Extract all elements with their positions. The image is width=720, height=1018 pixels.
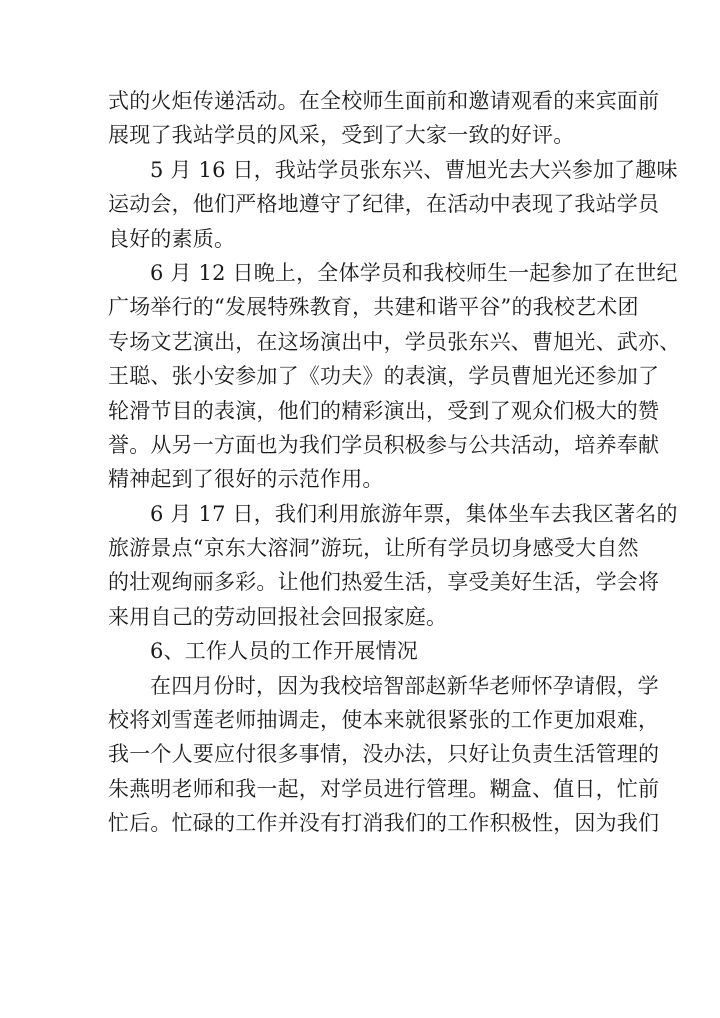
text-line: 旅游景点“京东大溶洞”游玩，让所有学员切身感受大自然: [108, 536, 639, 561]
text-line: 6、工作人员的工作开展情况: [150, 639, 418, 664]
text-line: 王聪、张小安参加了《功夫》的表演，学员曹旭光还参加了: [108, 364, 660, 389]
text-line: 的壮观绚丽多彩。让他们热爱生活，享受美好生活，学会将: [108, 570, 660, 595]
text-line: 在四月份时，因为我校培智部赵新华老师怀孕请假，学: [150, 673, 659, 698]
text-line: 专场文艺演出，在这场演出中，学员张东兴、曹旭光、武亦、: [108, 329, 681, 354]
text-line: 忙后。忙碌的工作并没有打消我们的工作积极性，因为我们: [108, 811, 660, 836]
text-line: 5 月 16 日，我站学员张东兴、曹旭光去大兴参加了趣味: [150, 157, 678, 182]
text-line: 展现了我站学员的风采，受到了大家一致的好评。: [108, 123, 575, 148]
text-line: 6 月 12 日晚上，全体学员和我校师生一起参加了在世纪: [150, 260, 678, 285]
text-line: 朱燕明老师和我一起，对学员进行管理。糊盒、值日，忙前: [108, 776, 660, 801]
text-line: 广场举行的“发展特殊教育，共建和谐平谷”的我校艺术团: [108, 295, 639, 320]
text-line: 校将刘雪莲老师抽调走，使本来就很紧张的工作更加艰难，: [108, 708, 660, 733]
text-line: 我一个人要应付很多事情，没办法，只好让负责生活管理的: [108, 742, 660, 767]
text-line: 誉。从另一方面也为我们学员积极参与公共活动，培养奉献: [108, 432, 660, 457]
document-body: [108, 84, 681, 841]
text-line: 6 月 17 日，我们利用旅游年票，集体坐车去我区著名的: [150, 501, 678, 526]
text-line: 轮滑节目的表演，他们的精彩演出，受到了观众们极大的赞: [108, 398, 660, 423]
text-line: 运动会，他们严格地遵守了纪律，在活动中表现了我站学员: [108, 192, 660, 217]
text-line: 精神起到了很好的示范作用。: [108, 467, 384, 492]
text-line: 良好的素质。: [108, 226, 236, 251]
text-line: 式的火炬传递活动。在全校师生面前和邀请观看的来宾面前: [108, 89, 660, 113]
text-line: 来用自己的劳动回报社会回报家庭。: [108, 604, 448, 629]
